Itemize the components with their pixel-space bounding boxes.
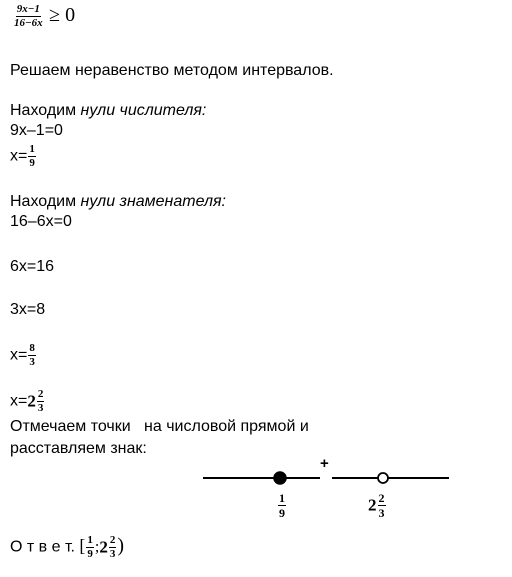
interval-sign: +: [320, 455, 329, 472]
fraction-denominator: 3: [378, 506, 385, 520]
denominator-root-mixed-line: [10, 389, 45, 414]
header-relation: ≥ 0: [49, 4, 76, 26]
point-label-fraction: [278, 492, 286, 519]
answer-right-integer: 2: [99, 537, 108, 557]
mixed-integer: 2: [27, 391, 36, 411]
numerator-root-prefix: x=: [10, 147, 28, 165]
numerator-heading-italic: нули числителя:: [80, 102, 207, 119]
fraction-denominator: 3: [109, 548, 116, 560]
fraction-numerator: 8: [29, 342, 35, 354]
answer-right-fraction: [109, 535, 117, 560]
denominator-step-1: 16–6x=0: [10, 213, 72, 230]
fraction-numerator: 1: [87, 534, 93, 546]
answer-line: [10, 535, 124, 560]
header-inequality: [12, 4, 75, 29]
fraction-denominator: 3: [37, 402, 44, 414]
fraction-numerator: 2: [378, 491, 385, 505]
point-label-one-ninth: [277, 492, 287, 519]
answer-separator: ;: [94, 538, 100, 556]
numerator-root-fraction: [28, 144, 36, 169]
numerator-zeros-heading: [10, 102, 206, 120]
answer-close-bracket: ): [117, 534, 125, 557]
denominator-root-prefix: x=: [10, 346, 28, 364]
fraction-denominator: 3: [29, 356, 35, 368]
mixed-fraction: [37, 389, 45, 414]
point-two-two-thirds-open: [378, 473, 388, 483]
fraction-numerator: 1: [279, 491, 285, 505]
mixed-integer: 2: [368, 495, 377, 515]
denominator-step-3: 3x=8: [10, 301, 46, 318]
point-one-ninth-filled: [274, 472, 286, 484]
fraction-numerator: 1: [29, 143, 35, 155]
fraction-denominator: 9: [87, 548, 93, 560]
header-fraction: [13, 4, 44, 29]
denominator-zeros-heading: [10, 193, 226, 211]
point-label-fraction: [378, 492, 386, 519]
answer-open-bracket: [: [79, 535, 86, 556]
fraction-numerator: 2: [109, 534, 116, 546]
denominator-root-prefix: x=: [10, 392, 28, 410]
header-numerator: 9x−1: [16, 3, 40, 16]
numerator-equation: 9x–1=0: [10, 122, 63, 139]
fraction-denominator: 9: [29, 157, 35, 169]
fraction-numerator: 2: [37, 388, 44, 400]
answer-left-fraction: [86, 535, 94, 560]
denominator-root-fraction: [28, 343, 36, 368]
fraction-denominator: 9: [279, 506, 285, 520]
intro-text: Решаем неравенство методом интервалов.: [10, 62, 334, 79]
number-line-intro-line-2: расставляем знак:: [10, 440, 147, 457]
denominator-step-2: 6x=16: [10, 258, 55, 275]
number-line-intro-line-1: Отмечаем точки на числовой прямой и: [10, 418, 309, 435]
numerator-heading-plain: Находим: [10, 102, 81, 119]
point-label-two-two-thirds: [368, 492, 387, 519]
denominator-heading-italic: нули знаменателя:: [80, 193, 226, 210]
numerator-root: [10, 144, 37, 169]
answer-label: О т в е т.: [10, 538, 75, 556]
denominator-root-fraction-line: [10, 343, 37, 368]
header-denominator: 16−6x: [14, 17, 43, 30]
denominator-heading-plain: Находим: [10, 193, 81, 210]
